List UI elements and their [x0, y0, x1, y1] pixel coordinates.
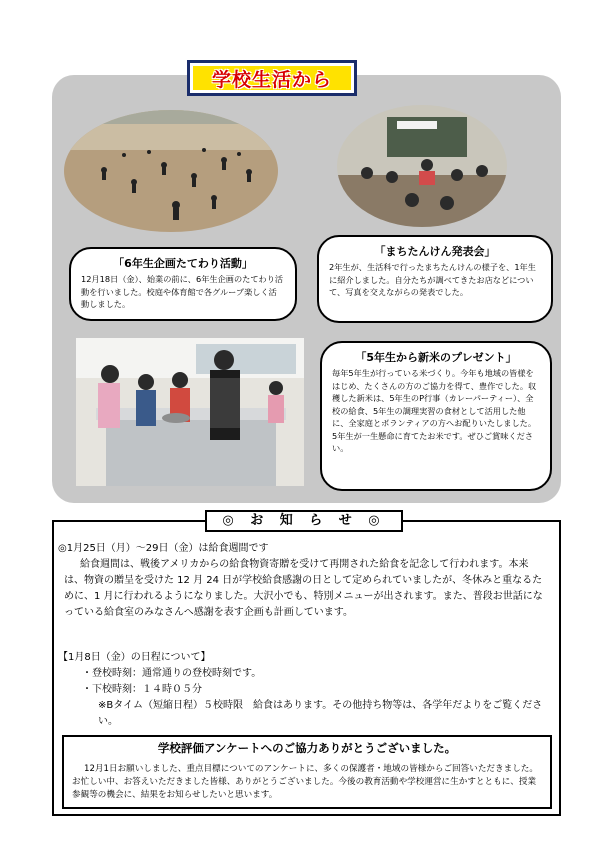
page-title: 学校生活から — [211, 68, 332, 91]
page-title-box — [187, 60, 357, 96]
schedule-dismissal: ・下校時刻：１４時０５分 — [82, 684, 202, 695]
activity-title: 「まちたんけん発表会」 — [374, 245, 496, 258]
notice-heading: ◎ お 知 ら せ ◎ — [205, 510, 403, 532]
lunch-week-title: ◎1月25日（月）～29日（金）は給食週間です — [58, 543, 269, 554]
schedule-title: 【1月8日（金）の日程について】 — [58, 652, 211, 663]
activity-bubble-machitanken — [317, 235, 553, 323]
schedule-note: ※Bタイム（短縮日程）５校時限 給食はあります。その他持ち物等は、各学年だよりをご覧ください。 — [98, 700, 543, 727]
activity-bubble-tatewari — [69, 247, 297, 321]
survey-body: 12月1日お願いしました、重点目標についてのアンケートに、多くの保護者・地域の皆様からご回答いただきました。お忙しい中、お答えいただきました皆様、ありがとうございました。今後の教育活動や学校運営に生かすとともに、授業参観等の機会に、結果をお知らせしたいと思います。 — [72, 764, 538, 800]
schedule-arrival: ・登校時刻：通常通りの登校時刻です。 — [82, 668, 262, 679]
activity-bubble-shinmai — [320, 341, 552, 491]
activity-body: 毎年5年生が行っている米づくり。今年も地域の皆様をはじめ、たくさんの方のご協力を得て、豊作でした。収穫した新米は、5年生のP行事（カレーパーティー）、全校の給食、5年生の調理実習の食材として活用した他に、全家庭とボランティアの方へお配りいたしました。5年生が一生懸命に育てたお米です。ぜひご賞味ください。 — [332, 368, 537, 453]
survey-box — [62, 735, 552, 809]
survey-title: 学校評価アンケートへのご協力ありがとうございました。 — [157, 741, 457, 755]
lunch-week-body: 給食週間は、戦後アメリカからの給食物資寄贈を受けて再開された給食を記念して行われます。本来は、物資の贈呈を受けた 12 月 24 日が学校給食感謝の日として定められていましたが、冬休みと重なるために、1 月に行われるようになりました。大沢小でも、特別メニューが出されます。また、普段お世話になっている給食室のみなさんへ感謝を表す企画も計画しています。 — [64, 559, 543, 618]
activity-body: 12月18日（金）、始業の前に、6年生企画のたてわり活動を行いました。校庭や体育館で各グループ楽しく活動しました。 — [81, 274, 284, 309]
cooking-photo — [76, 338, 304, 486]
presentation-photo — [337, 105, 507, 227]
activity-body: 2年生が、生活科で行ったまちたんけんの様子を、1年生に紹介しました。自分たちが調べてきたお店などについて、写真を交えながらの発表でした。 — [329, 262, 536, 297]
activity-title: 「5年生から新米のプレゼント」 — [355, 351, 517, 364]
activity-title: 「6年生企画たてわり活動」 — [113, 257, 253, 270]
field-photo — [64, 110, 278, 232]
